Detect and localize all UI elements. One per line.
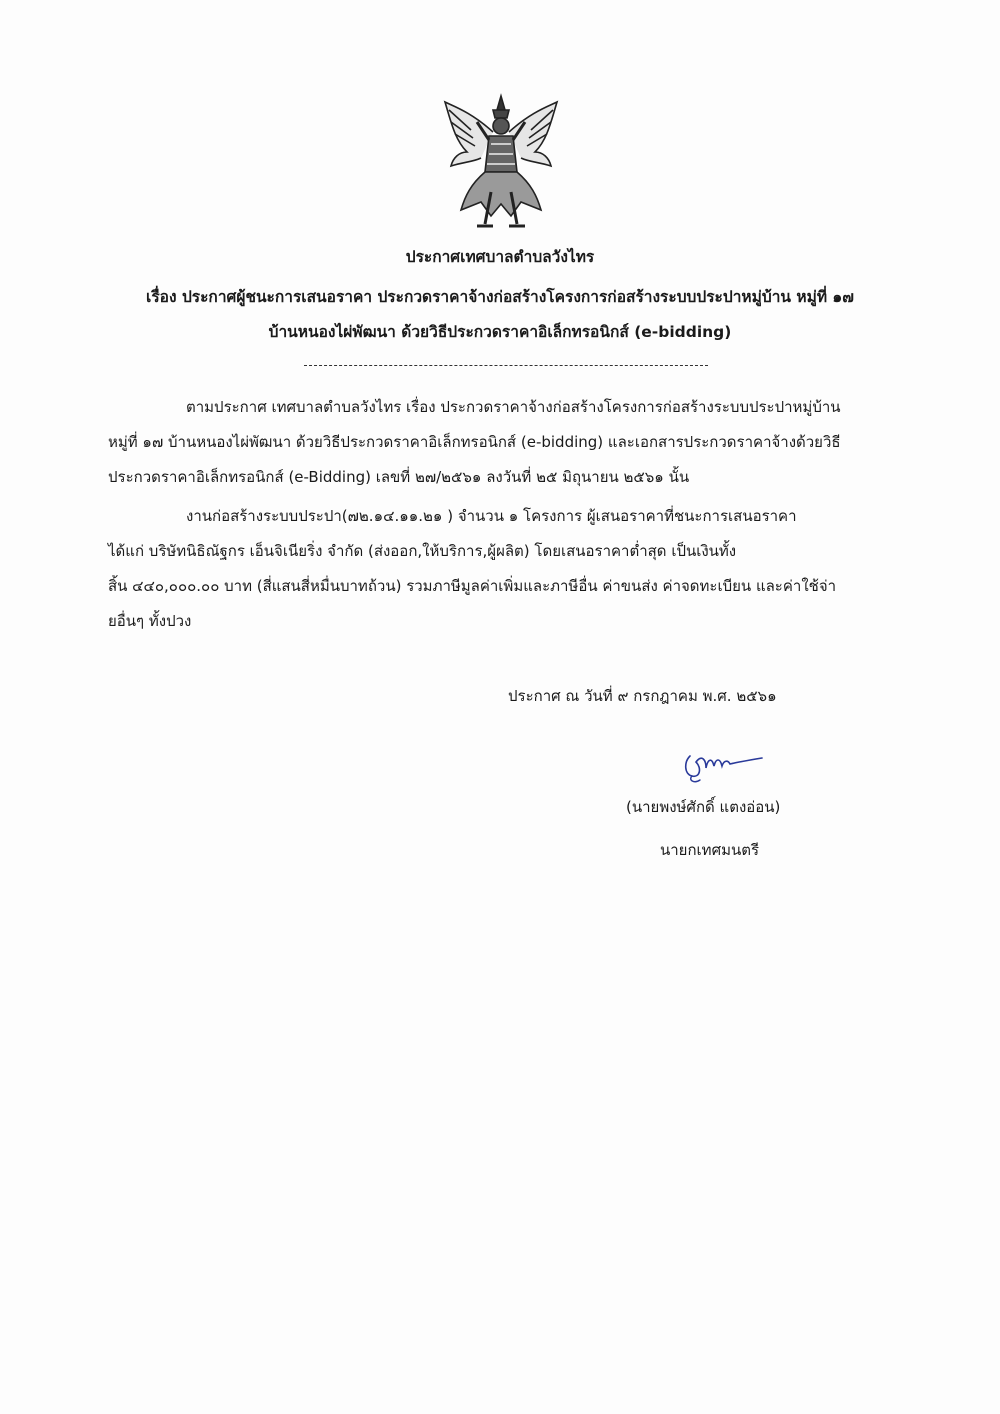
paragraph-1-line-3: ประกวดราคาอิเล็กทรอนิกส์ (e-Bidding) เลขที่ ๒๗/๒๕๖๑ ลงวันที่ ๒๕ มิถุนายน ๒๕๖๑ นั้น <box>108 468 690 486</box>
paragraph-2-line-2: ได้แก่ บริษัทนิธิณัฐกร เอ็นจิเนียริ่ง จำกัด (ส่งออก,ให้บริการ,ผู้ผลิต) โดยเสนอราคาต่ำสุด เป็นเงินทั้ง <box>108 542 737 560</box>
paragraph-2-line-4: ยอื่นๆ ทั้งปวง <box>108 612 192 630</box>
subject-line-2: บ้านหนองไผ่พัฒนา ด้วยวิธีประกวดราคาอิเล็กทรอนิกส์ (e-bidding) <box>268 323 732 341</box>
announcement-date: ประกาศ ณ วันที่ ๙ กรกฎาคม พ.ศ. ๒๕๖๑ <box>508 687 777 705</box>
paragraph-2-line-1: งานก่อสร้างระบบประปา(๗๒.๑๔.๑๑.๒๑ ) จำนวน ๑ โครงการ ผู้เสนอราคาที่ชนะการเสนอราคา <box>186 507 797 525</box>
handwritten-signature <box>676 740 766 786</box>
paragraph-2-line-3: สิ้น ๔๔๐,๐๐๐.๐๐ บาท (สี่แสนสี่หมื่นบาทถ้วน) รวมภาษีมูลค่าเพิ่มและภาษีอื่น ค่าขนส่ง ค่าจดทะเบียน และค่าใช้จ่า <box>108 577 837 595</box>
signatory-position: นายกเทศมนตรี <box>660 841 760 859</box>
garuda-emblem-icon <box>441 92 561 232</box>
paragraph-1-line-1: ตามประกาศ เทศบาลตำบลวังไทร เรื่อง ประกวดราคาจ้างก่อสร้างโครงการก่อสร้างระบบประปาหมู่บ้าน <box>186 398 841 416</box>
signatory-name: (นายพงษ์ศักดิ์ แตงอ่อน) <box>626 798 781 816</box>
paragraph-1-line-2: หมู่ที่ ๑๗ บ้านหนองไผ่พัฒนา ด้วยวิธีประกวดราคาอิเล็กทรอนิกส์ (e-bidding) และเอกสารประกวดราคาจ้างด้วยวิธี <box>108 433 841 451</box>
separator-rule <box>304 365 708 366</box>
issuer-title: ประกาศเทศบาลตำบลวังไทร <box>405 248 595 266</box>
subject-line-1: เรื่อง ประกาศผู้ชนะการเสนอราคา ประกวดราคาจ้างก่อสร้างโครงการก่อสร้างระบบประปาหมู่บ้าน หมู่ที่ ๑๗ <box>146 288 854 306</box>
